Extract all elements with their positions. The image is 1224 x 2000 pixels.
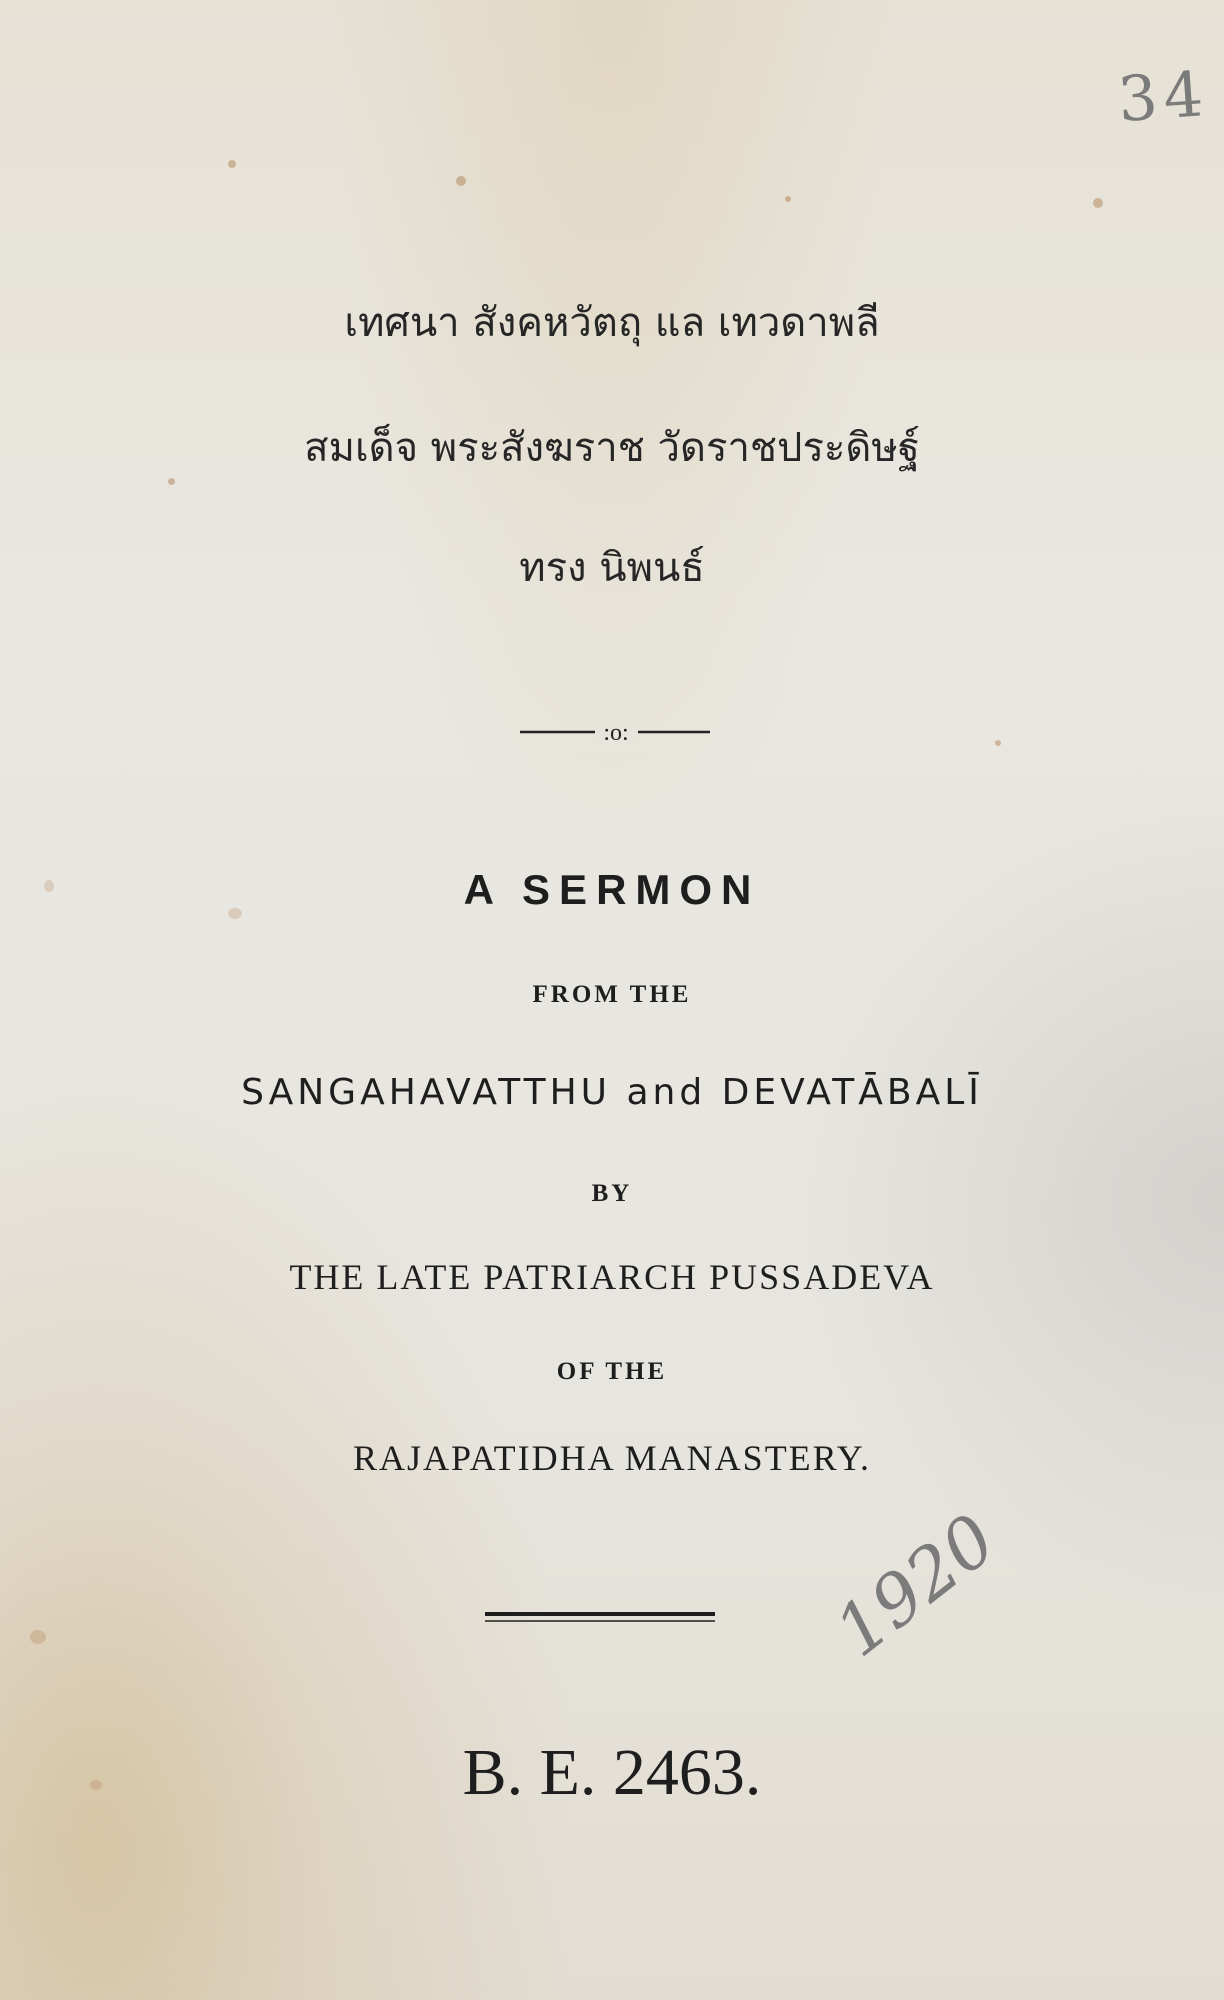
- by-line: BY: [591, 1180, 633, 1207]
- thai-title-line-1: เทศนา สังคหวัตถุ แล เทวดาพลี: [344, 300, 880, 346]
- double-rule: [485, 1610, 715, 1624]
- buddhist-era-date: B. E. 2463.: [462, 1736, 762, 1809]
- foxing-spot: [228, 160, 236, 168]
- foxing-spot: [995, 740, 1001, 746]
- foxing-spot: [168, 478, 175, 485]
- thai-title-line-3: ทรง นิพนธ์: [519, 545, 705, 591]
- pencil-year: 1920: [820, 1498, 1011, 1673]
- author-line: THE LATE PATRIARCH PUSSADEVA: [289, 1257, 935, 1297]
- monastery-line: RAJAPATIDHA MANASTERY.: [352, 1438, 872, 1478]
- foxing-spot: [1093, 198, 1103, 208]
- thai-title-line-2: สมเด็จ พระสังฆราช วัดราชประดิษฐ์: [304, 425, 920, 471]
- sermon-heading: A SERMON: [463, 866, 761, 913]
- subject-line: SANGAHAVATTHU and DEVATĀBALĪ: [241, 1072, 983, 1113]
- foxing-spot: [456, 176, 466, 186]
- foxing-spot: [30, 1630, 46, 1644]
- ornament-text: :o:: [603, 720, 629, 746]
- foxing-spot: [785, 196, 791, 202]
- pencil-page-number: 34: [1115, 56, 1212, 137]
- dash-ornament: [520, 717, 710, 747]
- from-the-line: FROM THE: [532, 981, 692, 1008]
- of-the-line: OF THE: [556, 1358, 668, 1385]
